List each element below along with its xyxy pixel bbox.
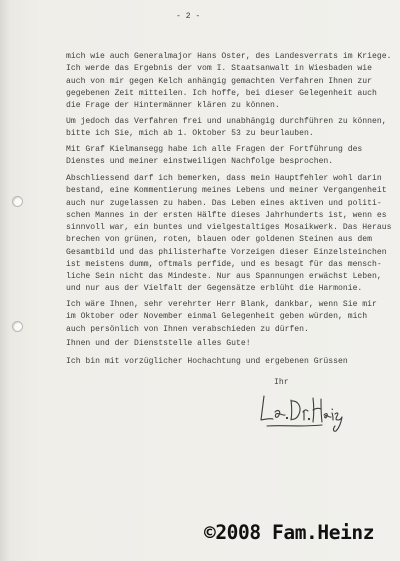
letter-line: mich wie auch Generalmajor Hans Oster, des Landesverrats im Kriege.: [66, 52, 392, 61]
signature: [258, 390, 344, 434]
letter-line: Ich werde das Ergebnis der vom I. Staatsanwalt in Wiesbaden wie: [66, 64, 372, 74]
letter-line: im Oktober oder November einmal Gelegenheit geben würden, mich: [66, 312, 368, 322]
letter-line: Ich wäre Ihnen, sehr verehrter Herr Blank, dankbar, wenn Sie mir: [66, 300, 377, 309]
letter-line: Gesamtbild und das philisterhafte Vorzeigen dieser Einzelsteinchen: [66, 247, 387, 257]
letter-line: Ihnen und der Dienststelle alles Gute!: [66, 339, 251, 348]
letter-line: Abschliessend darf ich bemerken, dass mein Hauptfehler wohl darin: [66, 174, 382, 183]
paragraph: [66, 173, 391, 296]
paragraph: [66, 51, 391, 112]
salutation: Ihr: [274, 378, 289, 387]
letter-line: auch persönlich von Ihnen verabschieden zu dürfen.: [66, 324, 309, 334]
closing-formula: [66, 356, 348, 368]
letter-line: die Frage der Hintermänner klären zu können.: [66, 101, 280, 110]
letter-line: bitte ich Sie, mich ab 1. Oktober 53 zu beurlauben.: [66, 129, 314, 139]
letter-line: Ich bin mit vorzüglicher Hochachtung und ergebenen Grüssen: [66, 357, 348, 366]
punch-hole: [12, 321, 23, 332]
letter-line: Um jedoch das Verfahren frei und unabhängig durchführen zu können,: [66, 117, 387, 126]
letter-line: schen Mannes in der ersten Hälfte dieses Jahrhunderts ist, wenn es: [66, 210, 387, 220]
letter-line: sinnvoll war, ein buntes und vielgestaltiges Mosaikwerk. Das Heraus: [66, 223, 392, 232]
letter-line: bestand, eine Kommentierung meines Lebens und meiner Vergangenheit: [66, 186, 387, 196]
paragraph: [66, 144, 362, 169]
letter-line: ist meistens dumm, oftmals perfide, und es besagt für das mensch-: [66, 259, 382, 269]
letter-line: gegebenen Zeit mitteilen. Ich hoffe, bei dieser Gelegenheit auch: [66, 88, 377, 98]
letter-line: auch von mir gegen Kelch anhängig gemachten Verfahren Ihnen zur: [66, 76, 372, 86]
copyright-watermark: ©2008 Fam.Heinz: [204, 521, 375, 544]
letter-line: Mit Graf Kielmansegg habe ich alle Fragen der Fortführung des: [66, 145, 363, 154]
paragraph: [66, 116, 387, 141]
letter-line: und nur aus der Vielfalt der Gegensätze erblüht die Harmonie.: [66, 284, 363, 294]
paragraph: [66, 299, 377, 336]
page-number: - 2 -: [176, 12, 201, 21]
closing-wish: [66, 338, 251, 350]
letter-line: auch nur zugelassen zu haben. Das Leben eines aktiven und politi-: [66, 198, 382, 208]
letter-line: brechen von grünen, roten, blauen oder goldenen Steinen aus dem: [66, 235, 372, 245]
letter-line: Dienstes und meiner einstweiligen Nachfolge besprochen.: [66, 157, 334, 167]
punch-hole: [12, 196, 23, 207]
letter-line: liche Sein nicht das Mindeste. Nur aus Spannungen erwächst Leben,: [66, 272, 382, 281]
